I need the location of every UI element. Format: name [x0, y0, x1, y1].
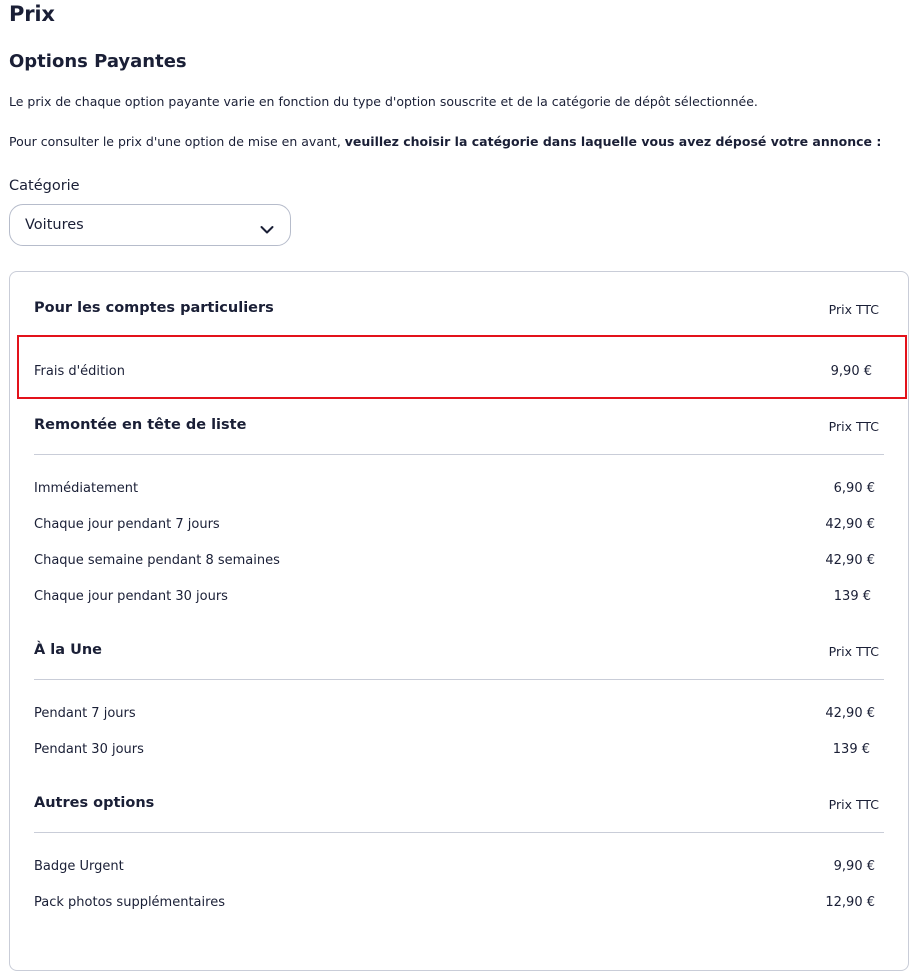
price-row — [34, 706, 875, 726]
row-label: Badge Urgent — [34, 859, 124, 874]
price-header: Prix TTC — [828, 302, 879, 317]
price-header: Prix TTC — [828, 419, 879, 434]
intro-text: Le prix de chaque option payante varie en fonction du type d'option souscrite et de la catégorie de dépôt sélectionnée. — [9, 94, 758, 109]
page-title: Prix — [9, 2, 55, 26]
section-title-autres: Autres options — [34, 795, 155, 811]
section-title: Options Payantes — [9, 51, 187, 72]
category-select-value: Voitures — [25, 217, 84, 233]
price-header: Prix TTC — [828, 644, 879, 659]
row-label: Chaque jour pendant 30 jours — [34, 589, 228, 604]
row-label: Chaque semaine pendant 8 semaines — [34, 553, 280, 568]
price-row — [34, 859, 875, 879]
section-title-remontee: Remontée en tête de liste — [34, 417, 247, 433]
price-row — [34, 589, 871, 609]
pricing-card — [9, 271, 909, 971]
row-label: Frais d'édition — [34, 364, 125, 379]
divider — [34, 832, 884, 833]
row-label: Chaque jour pendant 7 jours — [34, 517, 220, 532]
price-row — [34, 517, 875, 537]
price-row — [34, 742, 870, 762]
row-price: 139 € — [833, 589, 871, 604]
section-header-une — [34, 642, 879, 664]
section-header-remontee — [34, 417, 879, 439]
price-row — [34, 553, 875, 573]
row-price: 42,90 € — [825, 553, 875, 568]
chevron-down-icon — [260, 220, 274, 239]
row-price: 9,90 € — [830, 364, 872, 379]
divider — [34, 454, 884, 455]
consult-text-prefix: Pour consulter le prix d'une option de mise en avant, — [9, 134, 345, 149]
price-row-frais-edition — [34, 364, 872, 384]
row-price: 6,90 € — [833, 481, 875, 496]
row-price: 12,90 € — [825, 895, 875, 910]
section-header-autres — [34, 795, 879, 817]
category-label: Catégorie — [9, 178, 80, 194]
price-header: Prix TTC — [828, 797, 879, 812]
row-label: Pendant 30 jours — [34, 742, 144, 757]
section-title-une: À la Une — [34, 642, 103, 658]
consult-text-bold: veuillez choisir la catégorie dans laquelle vous avez déposé votre annonce : — [344, 134, 882, 149]
row-label: Pack photos supplémentaires — [34, 895, 225, 910]
row-label: Pendant 7 jours — [34, 706, 136, 721]
category-select[interactable] — [9, 204, 291, 246]
consult-text — [9, 134, 881, 149]
row-price: 42,90 € — [825, 706, 875, 721]
row-label: Immédiatement — [34, 481, 139, 496]
section-header-particuliers — [34, 300, 879, 322]
section-title-particuliers: Pour les comptes particuliers — [34, 300, 274, 316]
price-row — [34, 481, 875, 501]
row-price: 9,90 € — [833, 859, 875, 874]
divider — [34, 679, 884, 680]
row-price: 139 € — [832, 742, 870, 757]
price-row — [34, 895, 875, 915]
row-price: 42,90 € — [825, 517, 875, 532]
